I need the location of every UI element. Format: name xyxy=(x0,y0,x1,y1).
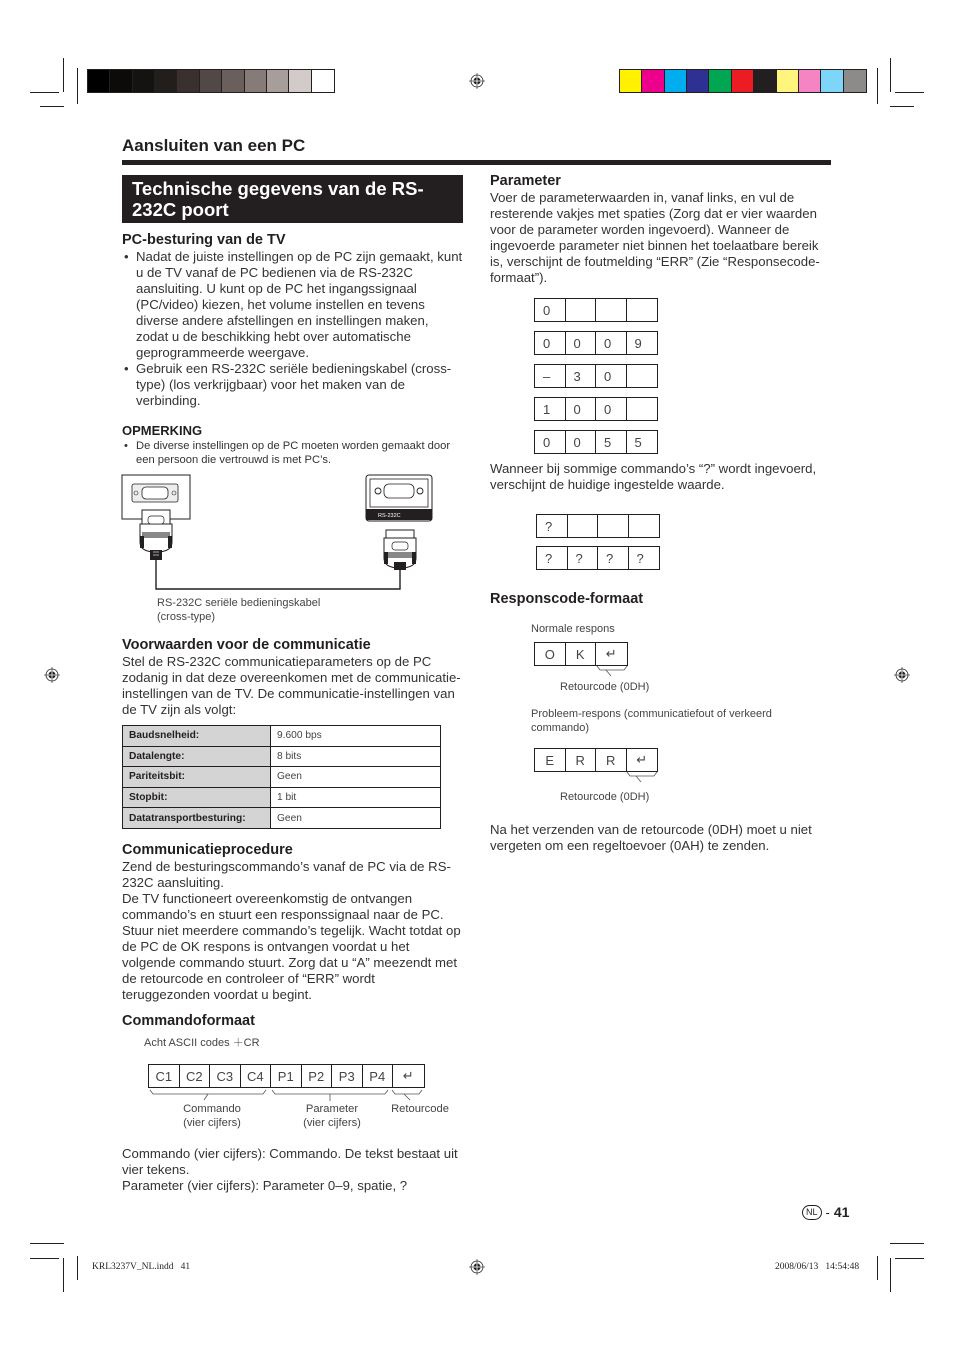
crop-mark xyxy=(63,1258,64,1292)
list-item: • De diverse instellingen op de PC moeten worden gemaakt door een persoon die vertrouwd is met PC’s. xyxy=(122,439,464,467)
color-swatch xyxy=(732,70,754,92)
color-swatch xyxy=(110,70,132,92)
list-item: • Gebruik een RS-232C seriële bedieningskabel (cross-type) (los verkrijgbaar) voor het maken van de verbinding. xyxy=(122,361,464,409)
crop-mark xyxy=(890,1258,891,1292)
page-number: NL - 41 xyxy=(802,1204,849,1220)
color-swatch xyxy=(88,70,110,92)
color-swatch xyxy=(200,70,222,92)
return-caption: Retourcode xyxy=(391,1103,449,1115)
note-heading: OPMERKING xyxy=(122,423,203,438)
port-label: RS-232C xyxy=(378,513,401,519)
error-response-label: Probleem-respons (communicatiefout of verkeerd commando) xyxy=(531,708,772,734)
query-example: ? ? ? ? xyxy=(536,546,660,570)
crop-mark xyxy=(30,92,59,93)
settings-table xyxy=(122,725,441,829)
normal-response-caption: Retourcode (0DH) xyxy=(560,681,650,693)
note-list xyxy=(122,439,464,467)
pc-control-list xyxy=(122,249,464,409)
language-badge: NL xyxy=(802,1205,822,1220)
color-swatch xyxy=(177,70,199,92)
connection-diagram xyxy=(120,472,440,592)
crop-mark xyxy=(890,106,914,107)
grayscale-calibration-bar xyxy=(87,69,335,93)
parameter-example: 0 0 5 5 xyxy=(534,430,658,454)
query-text: Wanneer bij sommige commando’s “?” wordt ingevoerd, verschijnt de huidige ingestelde waarde. xyxy=(490,461,817,492)
color-swatch xyxy=(777,70,799,92)
color-swatch xyxy=(267,70,289,92)
return-key-icon: ↵ xyxy=(402,1068,414,1083)
response-heading: Responscode-formaat xyxy=(490,591,644,607)
brace-lines xyxy=(148,1088,428,1102)
crop-mark xyxy=(30,1243,64,1244)
crop-mark xyxy=(890,58,891,92)
crop-mark xyxy=(877,1256,878,1280)
parameter-text: Voer de parameterwaarden in, vanaf links, en vul de resterende vakjes met spaties (Zorg dat er vier waarden voor de parameter worden ingevoerd). Wanneer de ingevoerde parameter niet binnen het toelaatbare bereik is, verschijnt de foutmelding “ERR” (Zie “Responsecode-formaat”). xyxy=(490,190,820,285)
color-swatch xyxy=(709,70,731,92)
conditions-heading: Voorwaarden voor de communicatie xyxy=(122,637,371,653)
color-swatch xyxy=(133,70,155,92)
registration-mark-icon xyxy=(469,73,485,89)
parameter-caption: Parameter (vier cijfers) xyxy=(303,1103,361,1129)
page-title: Technische gegevens van de RS-232C poort xyxy=(122,175,463,223)
crop-mark xyxy=(890,1243,924,1244)
crop-mark xyxy=(30,1258,59,1259)
crop-mark xyxy=(895,92,924,93)
registration-mark-icon xyxy=(469,1259,485,1275)
color-swatch xyxy=(642,70,664,92)
brace-lines xyxy=(626,771,660,783)
parameter-example: – 3 0 xyxy=(534,364,658,388)
conditions-text: Stel de RS-232C communicatieparameters op de PC zodanig in dat deze overeenkomen met de communicatie-instellingen van de TV. De communicatie-instellingen van de TV zijn als volgt: xyxy=(122,654,461,717)
table-row: Datatransportbesturing: Geen xyxy=(123,808,441,829)
crop-mark xyxy=(895,1258,924,1259)
color-calibration-bar xyxy=(619,69,867,93)
parameter-example: 0 0 0 9 xyxy=(534,331,658,355)
cell: C2 xyxy=(180,1065,211,1087)
crop-mark xyxy=(877,68,878,104)
color-swatch xyxy=(687,70,709,92)
registration-mark-icon xyxy=(894,667,910,683)
crop-mark xyxy=(77,1256,78,1280)
color-swatch xyxy=(245,70,267,92)
command-caption: Commando (vier cijfers) xyxy=(183,1103,241,1129)
response-footer-text: Na het verzenden van de retourcode (0DH) moet u niet vergeten om een regeltoevoer (0AH) te zenden. xyxy=(490,822,812,853)
color-swatch xyxy=(312,70,334,92)
cell: C1 xyxy=(149,1065,180,1087)
color-swatch xyxy=(754,70,776,92)
procedure-text: Zend de besturingscommando’s vanaf de PC via de RS-232C aansluiting. De TV functioneert overeenkomstig de ontvangen commando’s en stuurt een responssignaal naar de PC. Stuur niet meerdere commando’s tegelijk. Wacht totdat op de PC de OK respons is ontvangen voordat u het volgende commando stuurt. Zorg dat u “A” meezendt met de retourcode en controleer of “ERR” wordt teruggezonden voordat u begint. xyxy=(122,859,461,1002)
color-swatch xyxy=(821,70,843,92)
color-swatch xyxy=(289,70,311,92)
color-swatch xyxy=(155,70,177,92)
section-divider xyxy=(122,160,831,165)
procedure-heading: Communicatieprocedure xyxy=(122,842,293,858)
command-format-heading: Commandoformaat xyxy=(122,1013,255,1029)
section-title: Aansluiten van een PC xyxy=(122,136,306,155)
list-item: • Nadat de juiste instellingen op de PC zijn gemaakt, kunt u de TV vanaf de PC bedienen via de RS-232C aansluiting. U kunt op de PC het ingangssignaal (PC/video) kiezen, het volume instellen en tevens diverse andere afstellingen en instellingen maken, zodat u de beschikking hebt over automatische geprogrammeerde weergave. xyxy=(122,249,464,361)
crop-mark xyxy=(77,68,78,104)
cell: C3 xyxy=(210,1065,241,1087)
parameter-heading: Parameter xyxy=(490,173,561,189)
crop-mark xyxy=(40,106,64,107)
error-response-caption: Retourcode (0DH) xyxy=(560,791,650,803)
parameter-example: 1 0 0 xyxy=(534,397,658,421)
cell: P1 xyxy=(271,1065,302,1087)
cell: P2 xyxy=(302,1065,333,1087)
table-row: Datalengte: 8 bits xyxy=(123,746,441,767)
parameter-example: 0 xyxy=(534,298,658,322)
table-row: Pariteitsbit: Geen xyxy=(123,767,441,788)
slug-filename: KRL3237V_NL.indd 41 xyxy=(92,1262,191,1272)
ok-response-cells: O K ↵ xyxy=(534,642,628,666)
cell: P3 xyxy=(332,1065,363,1087)
color-swatch xyxy=(799,70,821,92)
crop-mark xyxy=(63,58,64,92)
command-description: Commando (vier cijfers): Commando. De tekst bestaat uit vier tekens. Parameter (vier cijfers): Parameter 0–9, spatie, ? xyxy=(122,1146,458,1193)
color-swatch xyxy=(620,70,642,92)
cable-caption: RS-232C seriële bedieningskabel (cross-type) xyxy=(157,597,321,623)
color-swatch xyxy=(665,70,687,92)
command-format-cells xyxy=(148,1064,425,1088)
err-response-cells: E R R ↵ xyxy=(534,748,658,772)
table-row: Stopbit: 1 bit xyxy=(123,787,441,808)
cell: C4 xyxy=(241,1065,272,1087)
query-example: ? xyxy=(536,514,660,538)
command-format-label: Acht ASCII codes ＋CR xyxy=(144,1037,260,1049)
table-row: Baudsnelheid: 9.600 bps xyxy=(123,726,441,747)
brace-lines xyxy=(596,665,630,677)
cell: P4 xyxy=(363,1065,394,1087)
registration-mark-icon xyxy=(44,667,60,683)
return-key-icon: ↵ xyxy=(636,752,648,767)
slug-datetime: 2008/06/13 14:54:48 xyxy=(775,1262,860,1272)
return-key-icon: ↵ xyxy=(605,646,617,661)
color-swatch xyxy=(222,70,244,92)
normal-response-label: Normale respons xyxy=(531,623,615,635)
color-swatch xyxy=(844,70,866,92)
pc-control-heading: PC-besturing van de TV xyxy=(122,232,286,248)
